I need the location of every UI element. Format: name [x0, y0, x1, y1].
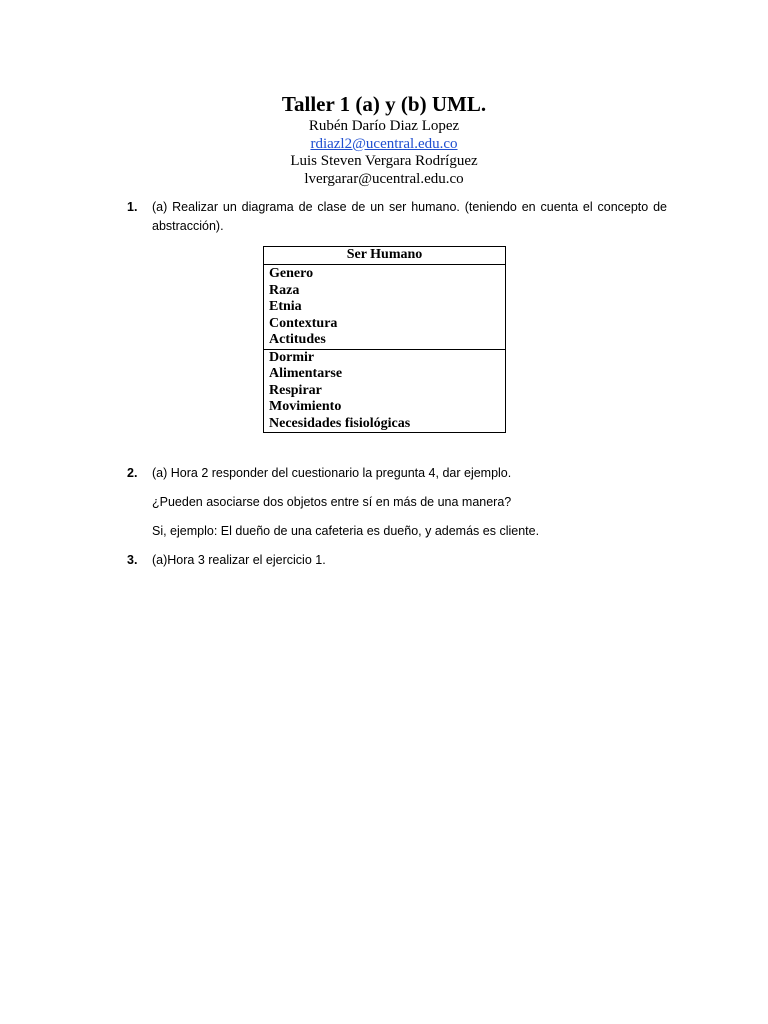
question-text: ¿Pueden asociarse dos objetos entre sí en más de una manera? — [152, 495, 512, 509]
list-item-text: (a)Hora 3 realizar el ejercicio 1. — [152, 553, 326, 567]
uml-method: Alimentarse — [269, 366, 343, 381]
uml-method: Movimiento — [269, 399, 342, 414]
uml-methods-section — [264, 350, 505, 433]
uml-method: Respirar — [269, 382, 322, 398]
author-email-link-1[interactable]: rdiazl2@ucentral.edu.co — [310, 135, 458, 152]
uml-attribute: Genero — [269, 266, 314, 281]
uml-attributes-section — [264, 265, 505, 350]
list-item-number: 1. — [127, 200, 138, 214]
uml-method: Dormir — [269, 349, 315, 365]
author-name-2: Luis Steven Vergara Rodríguez — [290, 153, 478, 169]
document-header — [0, 90, 768, 188]
list-item-text: (a) Hora 2 responder del cuestionario la pregunta 4, dar ejemplo. — [152, 466, 512, 480]
uml-attribute: Actitudes — [269, 332, 326, 347]
author-email-2: lvergarar@ucentral.edu.co — [304, 170, 464, 187]
list-item-3 — [127, 551, 667, 570]
uml-method: Necesidades fisiológicas — [269, 415, 411, 431]
list-item-1 — [127, 198, 667, 236]
list-item-text: (a) Realizar un diagrama de clase de un ser humano. (teniendo en cuenta el concepto de abstracción). — [152, 200, 667, 233]
uml-attribute: Contextura — [269, 315, 338, 331]
uml-class-name: Ser Humano — [264, 247, 505, 265]
document-title: Taller 1 (a) y (b) UML. — [281, 92, 487, 116]
list-item-2 — [127, 464, 667, 551]
list-item-number: 2. — [127, 466, 138, 480]
list-item-number: 3. — [127, 553, 138, 567]
uml-attribute: Etnia — [269, 299, 302, 314]
uml-class-diagram — [263, 246, 506, 433]
uml-attribute: Raza — [269, 282, 300, 298]
author-name-1: Rubén Darío Diaz Lopez — [308, 118, 460, 134]
answer-text: Si, ejemplo: El dueño de una cafeteria es dueño, y además es cliente. — [152, 524, 540, 538]
